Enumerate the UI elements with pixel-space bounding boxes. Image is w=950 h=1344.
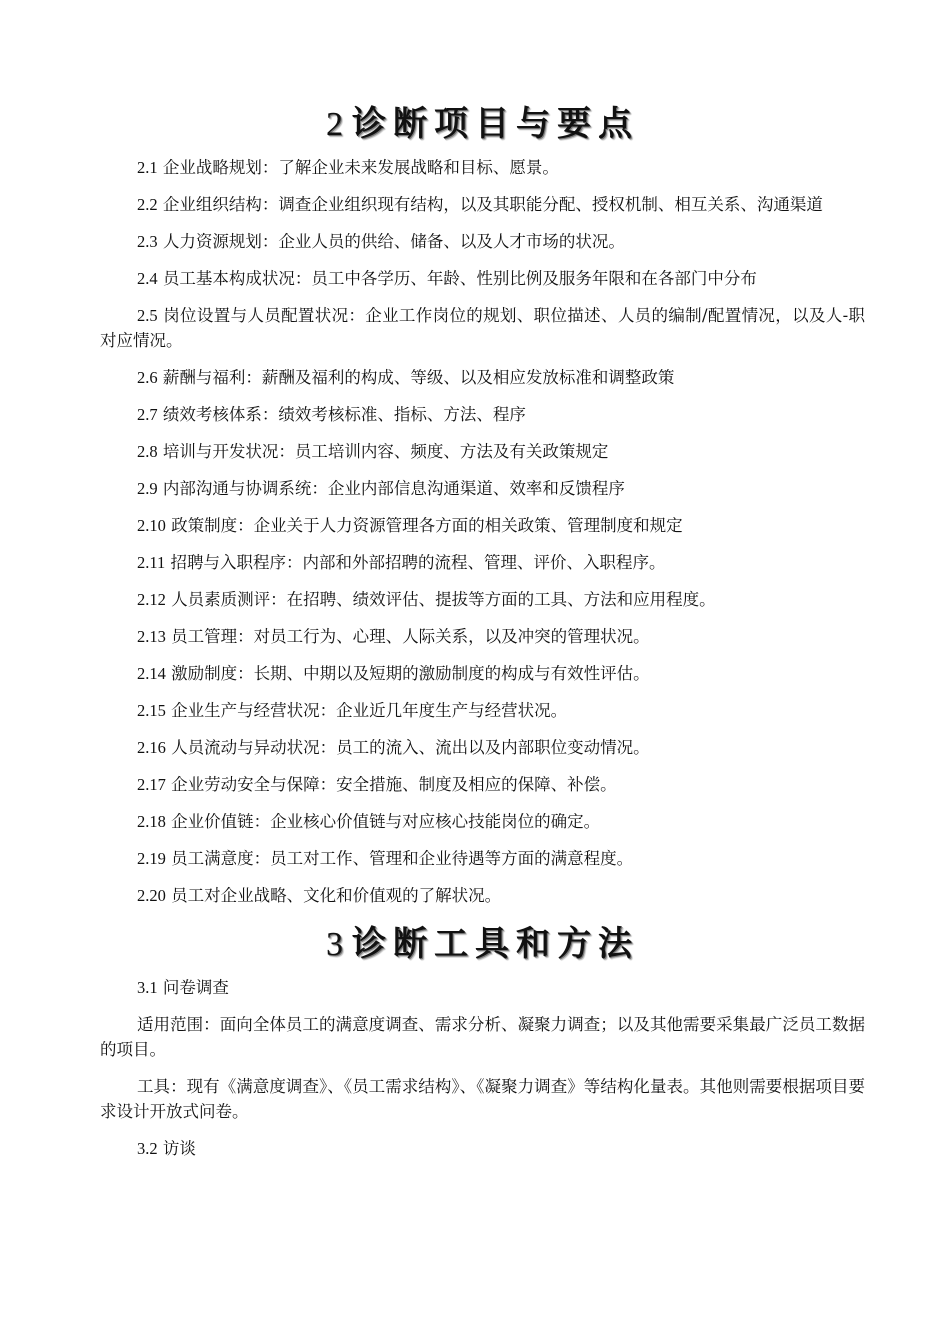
item-number: 2.20: [137, 886, 166, 905]
subsection-3-2-heading: [100, 1136, 865, 1161]
list-item: [100, 624, 865, 649]
list-item: [100, 661, 865, 686]
item-number: 2.9: [137, 479, 158, 498]
item-number: 2.14: [137, 664, 166, 683]
section-2-item-list: [100, 155, 865, 908]
item-text: 政策制度：企业关于人力资源管理各方面的相关政策、管理制度和规定: [171, 516, 683, 535]
item-text: 人员素质测评：在招聘、绩效评估、提拔等方面的工具、方法和应用程度。: [171, 590, 716, 609]
item-number: 2.17: [137, 775, 166, 794]
item-text: 绩效考核体系：绩效考核标准、指标、方法、程序: [162, 405, 526, 424]
document-content: [100, 100, 865, 1173]
item-number: 2.1: [137, 158, 158, 177]
section-2-title: 诊断项目与要点: [352, 104, 639, 144]
item-text: 员工满意度：员工对工作、管理和企业待遇等方面的满意程度。: [171, 849, 634, 868]
scope-paragraph: 适用范围：面向全体员工的满意度调查、需求分析、凝聚力调查；以及其他需要采集最广泛员工数据的项目。: [100, 1015, 865, 1059]
list-item: [100, 439, 865, 464]
subsection-3-1-number: 3.1: [137, 978, 158, 997]
item-number: 2.19: [137, 849, 166, 868]
item-text: 企业劳动安全与保障：安全措施、制度及相应的保障、补偿。: [171, 775, 617, 794]
item-text: 激励制度：长期、中期以及短期的激励制度的构成与有效性评估。: [171, 664, 650, 683]
item-text: 员工管理：对员工行为、心理、人际关系，以及冲突的管理状况。: [171, 627, 650, 646]
item-number: 2.12: [137, 590, 166, 609]
item-number: 2.6: [137, 368, 158, 387]
item-text: 招聘与入职程序：内部和外部招聘的流程、管理、评价、入职程序。: [170, 553, 666, 572]
section-2-number: 2: [326, 106, 350, 143]
item-text: 企业价值链：企业核心价值链与对应核心技能岗位的确定。: [171, 812, 601, 831]
item-number: 2.15: [137, 701, 166, 720]
item-text: 人力资源规划：企业人员的供给、储备、以及人才市场的状况。: [162, 232, 625, 251]
section-3-number: 3: [326, 926, 350, 963]
item-text: 员工对企业战略、文化和价值观的了解状况。: [171, 886, 502, 905]
list-item: [100, 365, 865, 390]
list-item: [100, 229, 865, 254]
list-item: [100, 402, 865, 427]
item-number: 2.16: [137, 738, 166, 757]
section-3-title: 诊断工具和方法: [352, 924, 639, 964]
item-text: 企业生产与经营状况：企业近几年度生产与经营状况。: [171, 701, 568, 720]
item-number: 2.7: [137, 405, 158, 424]
item-text: 培训与开发状况：员工培训内容、频度、方法及有关政策规定: [162, 442, 609, 461]
item-number: 2.5: [137, 306, 158, 325]
section-2-heading: [100, 100, 865, 149]
subsection-3-1-heading: [100, 975, 865, 1000]
item-number: 2.13: [137, 627, 166, 646]
item-number: 2.18: [137, 812, 166, 831]
list-item: [100, 476, 865, 501]
item-text: 企业战略规划：了解企业未来发展战略和目标、愿景。: [162, 158, 559, 177]
item-number: 2.10: [137, 516, 166, 535]
item-number: 2.11: [137, 553, 166, 572]
list-item: [100, 266, 865, 291]
list-item: [100, 550, 865, 575]
tools-paragraph: 工具：现有《满意度调查》、《员工需求结构》、《凝聚力调查》等结构化量表。其他则需要根据项目要求设计开放式问卷。: [100, 1077, 865, 1121]
item-text: 岗位设置与人员配置状况：企业工作岗位的规划、职位描述、人员的编制/配置情况，以及人-职对应情况。: [100, 306, 866, 350]
item-number: 2.2: [137, 195, 158, 214]
item-text: 企业组织结构：调查企业组织现有结构，以及其职能分配、授权机制、相互关系、沟通渠道: [162, 195, 823, 214]
list-item: [100, 155, 865, 180]
list-item: [100, 513, 865, 538]
list-item: [100, 735, 865, 760]
list-item: [100, 698, 865, 723]
section-3-heading: [100, 920, 865, 969]
item-text: 薪酬与福利：薪酬及福利的构成、等级、以及相应发放标准和调整政策: [162, 368, 675, 387]
item-text: 员工基本构成状况：员工中各学历、年龄、性别比例及服务年限和在各部门中分布: [162, 269, 757, 288]
subsection-3-2-number: 3.2: [137, 1139, 158, 1158]
list-item: [100, 883, 865, 908]
list-item: [100, 846, 865, 871]
subsection-3-2-title: 访谈: [162, 1139, 196, 1158]
item-number: 2.4: [137, 269, 158, 288]
item-text: 内部沟通与协调系统：企业内部信息沟通渠道、效率和反馈程序: [162, 479, 625, 498]
item-number: 2.3: [137, 232, 158, 251]
list-item: [100, 772, 865, 797]
list-item: [100, 587, 865, 612]
subsection-3-1-title: 问卷调查: [162, 978, 229, 997]
list-item: [100, 192, 865, 217]
item-text: 人员流动与异动状况：员工的流入、流出以及内部职位变动情况。: [171, 738, 650, 757]
item-number: 2.8: [137, 442, 158, 461]
list-item: [100, 303, 865, 353]
list-item: [100, 809, 865, 834]
